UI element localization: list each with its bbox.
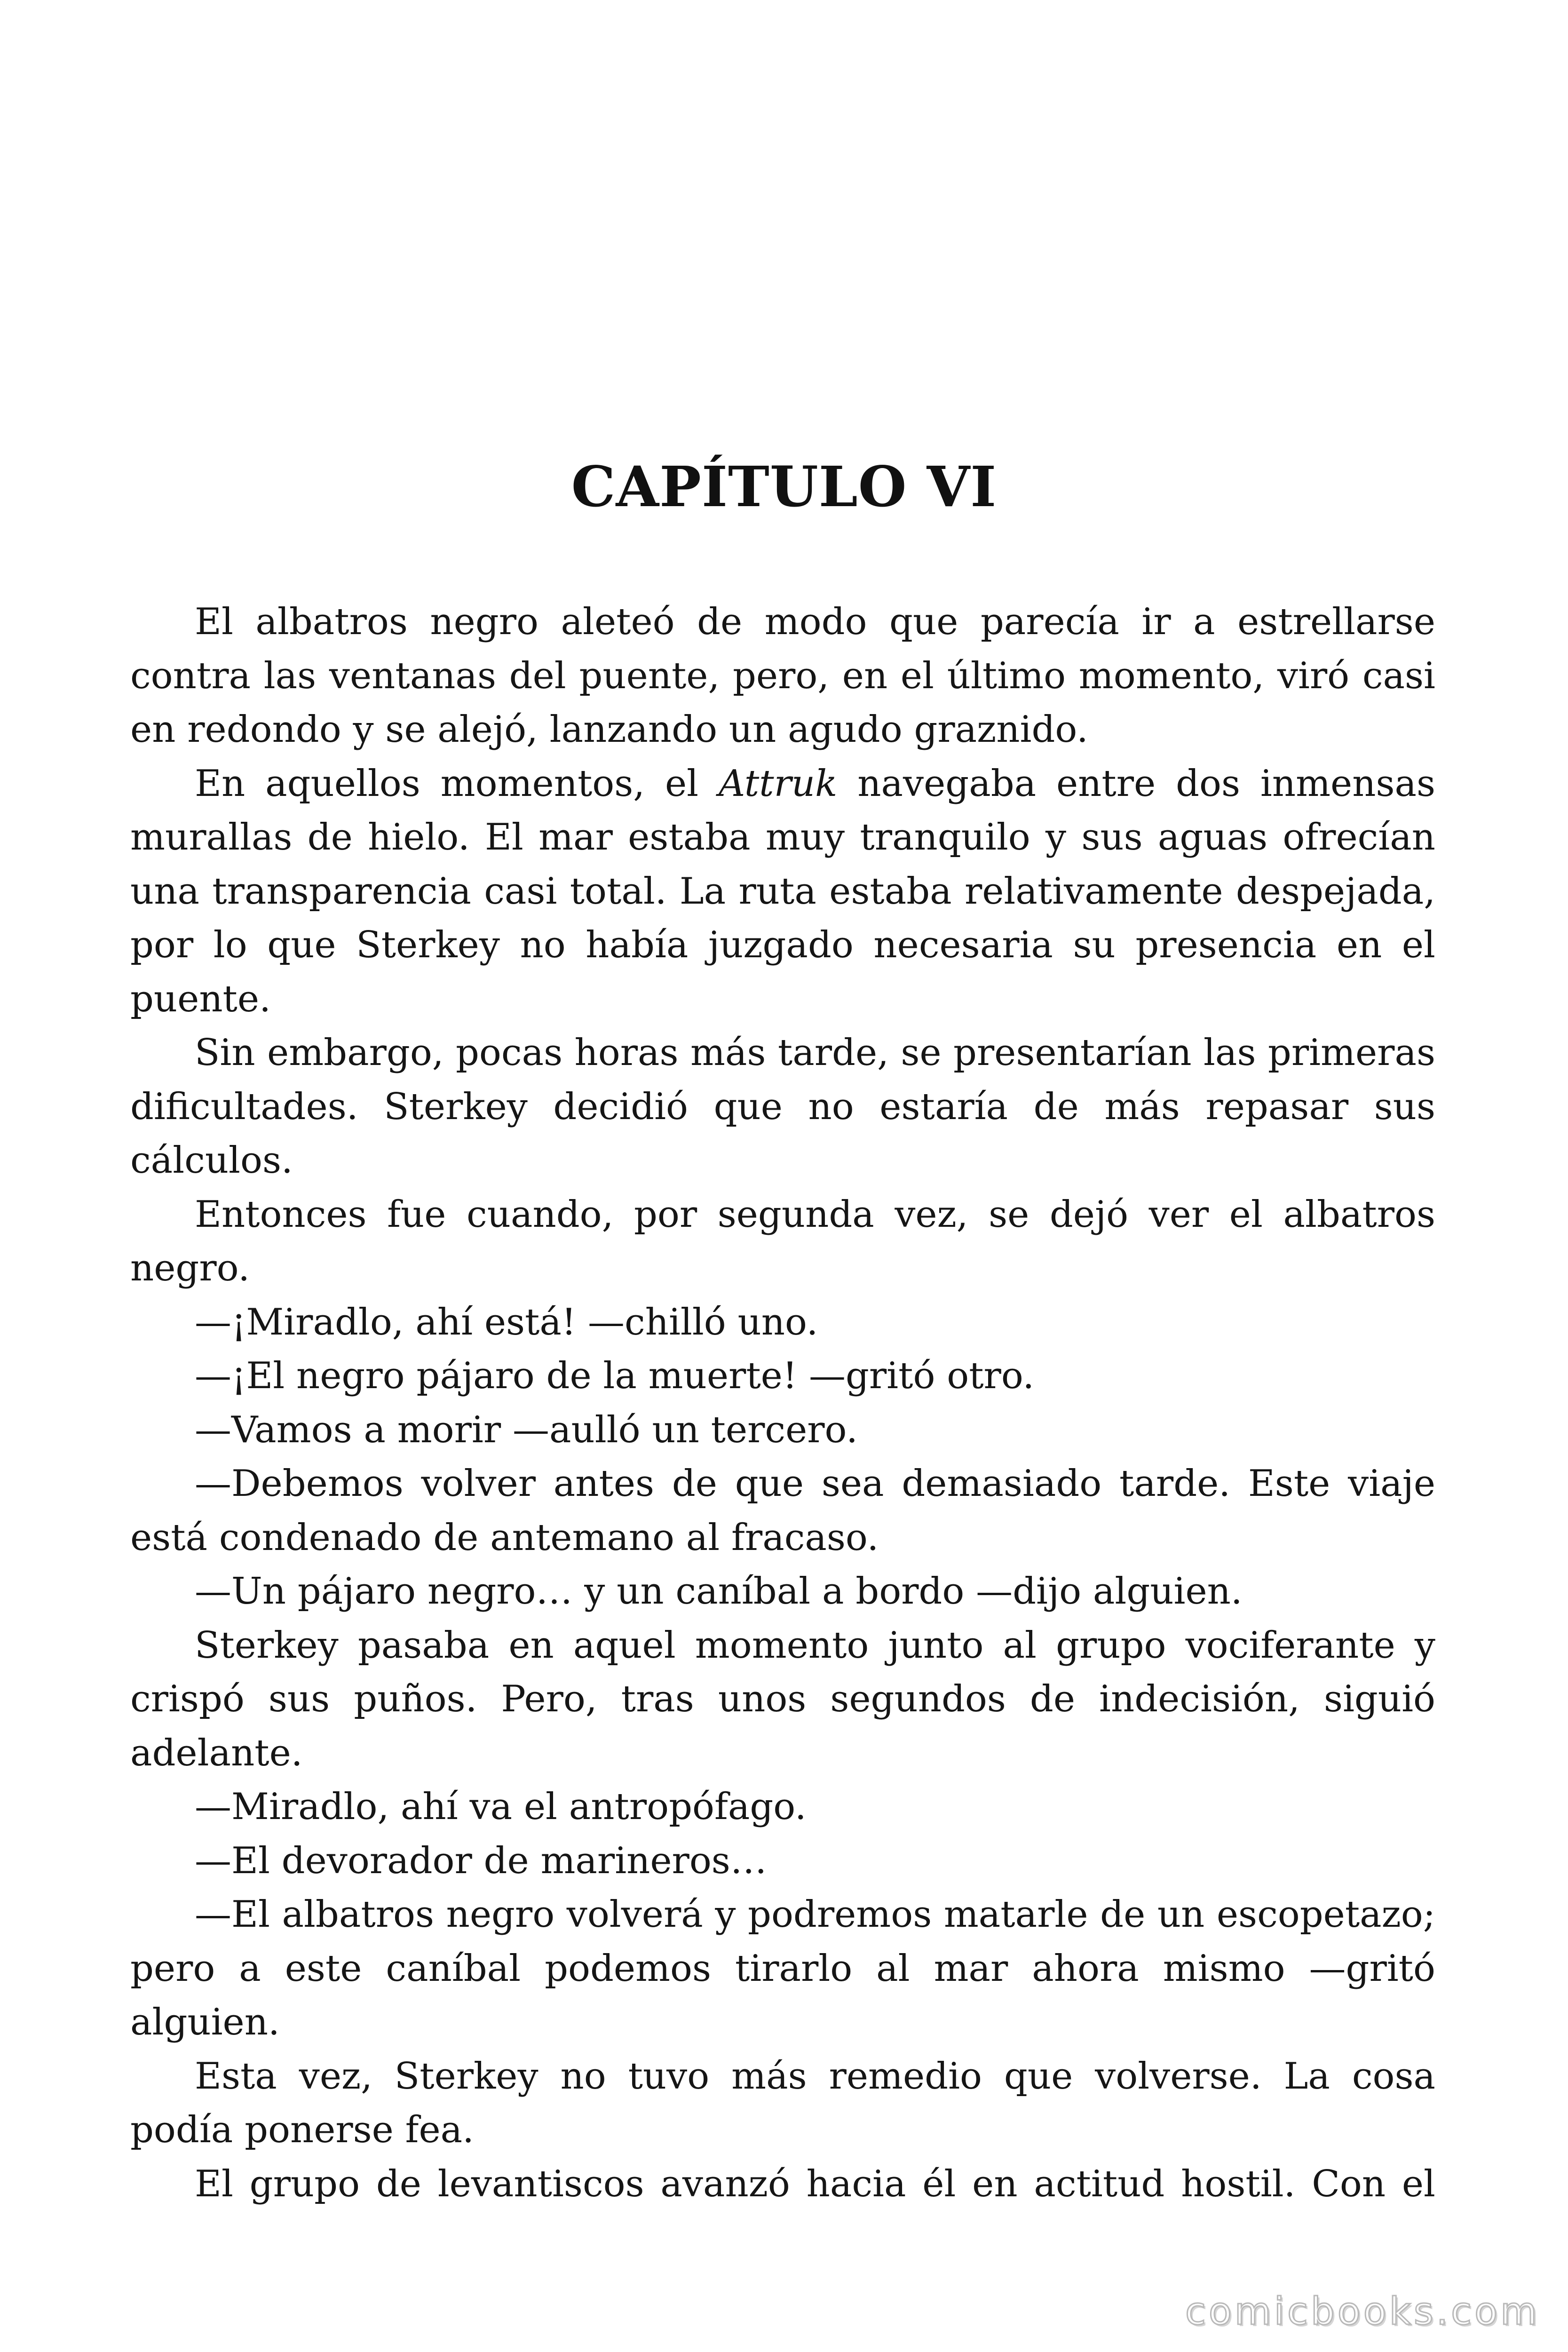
paragraph: El albatros negro aleteó de modo que parecía ir a estrellarse contra las ventanas del puente, pero, en el último momento, viró casi en redondo y se alejó, lanzando un agudo graznido. [130, 601, 1435, 751]
chapter-title: CAPÍTULO VI [571, 454, 997, 519]
watermark: comicbooks.com [1185, 2289, 1540, 2333]
chapter-body [130, 595, 1435, 2211]
dialogue-line: —Un pájaro negro… y un caníbal a bordo —dijo alguien. [195, 1570, 1243, 1613]
dialogue-line: —¡El negro pájaro de la muerte! —gritó otro. [195, 1355, 1035, 1397]
paragraph: En aquellos momentos, el Attruk navegaba entre dos inmensas murallas de hielo. El mar estaba muy tranquilo y sus aguas ofrecían una transparencia casi total. La ruta estaba relativamente despejada, por lo que Sterkey no había juzgado necesaria su presencia en el puente. [130, 762, 1436, 1020]
dialogue-line: —Miradlo, ahí va el antropófago. [195, 1786, 807, 1828]
dialogue-line: —El devorador de marineros… [195, 1839, 767, 1882]
paragraph: Esta vez, Sterkey no tuvo más remedio que volverse. La cosa podía ponerse fea. [130, 2055, 1435, 2151]
dialogue-line: —Vamos a morir —aulló un tercero. [195, 1408, 858, 1451]
paragraph: El grupo de levantiscos avanzó hacia él en actitud hostil. Con el [195, 2162, 1435, 2205]
dialogue-line: —¡Miradlo, ahí está! —chilló uno. [195, 1301, 818, 1343]
ship-name: Attruk [718, 762, 838, 805]
paragraph: Sterkey pasaba en aquel momento junto al grupo vociferante y crispó sus puños. Pero, tras unos segundos de indecisión, siguió adelante. [130, 1624, 1435, 1774]
paragraph: Entonces fue cuando, por segunda vez, se dejó ver el albatros negro. [130, 1193, 1435, 1289]
paragraph: Sin embargo, pocas horas más tarde, se presentarían las primeras dificultades. Sterkey decidió que no estaría de más repasar sus cálculos. [130, 1032, 1435, 1182]
dialogue-line: —Debemos volver antes de que sea demasiado tarde. Este viaje está condenado de antemano al fracaso. [130, 1462, 1435, 1559]
dialogue-line: —El albatros negro volverá y podremos matarle de un escopetazo; pero a este caníbal podemos tirarlo al mar ahora mismo —gritó alguien. [130, 1893, 1435, 2043]
